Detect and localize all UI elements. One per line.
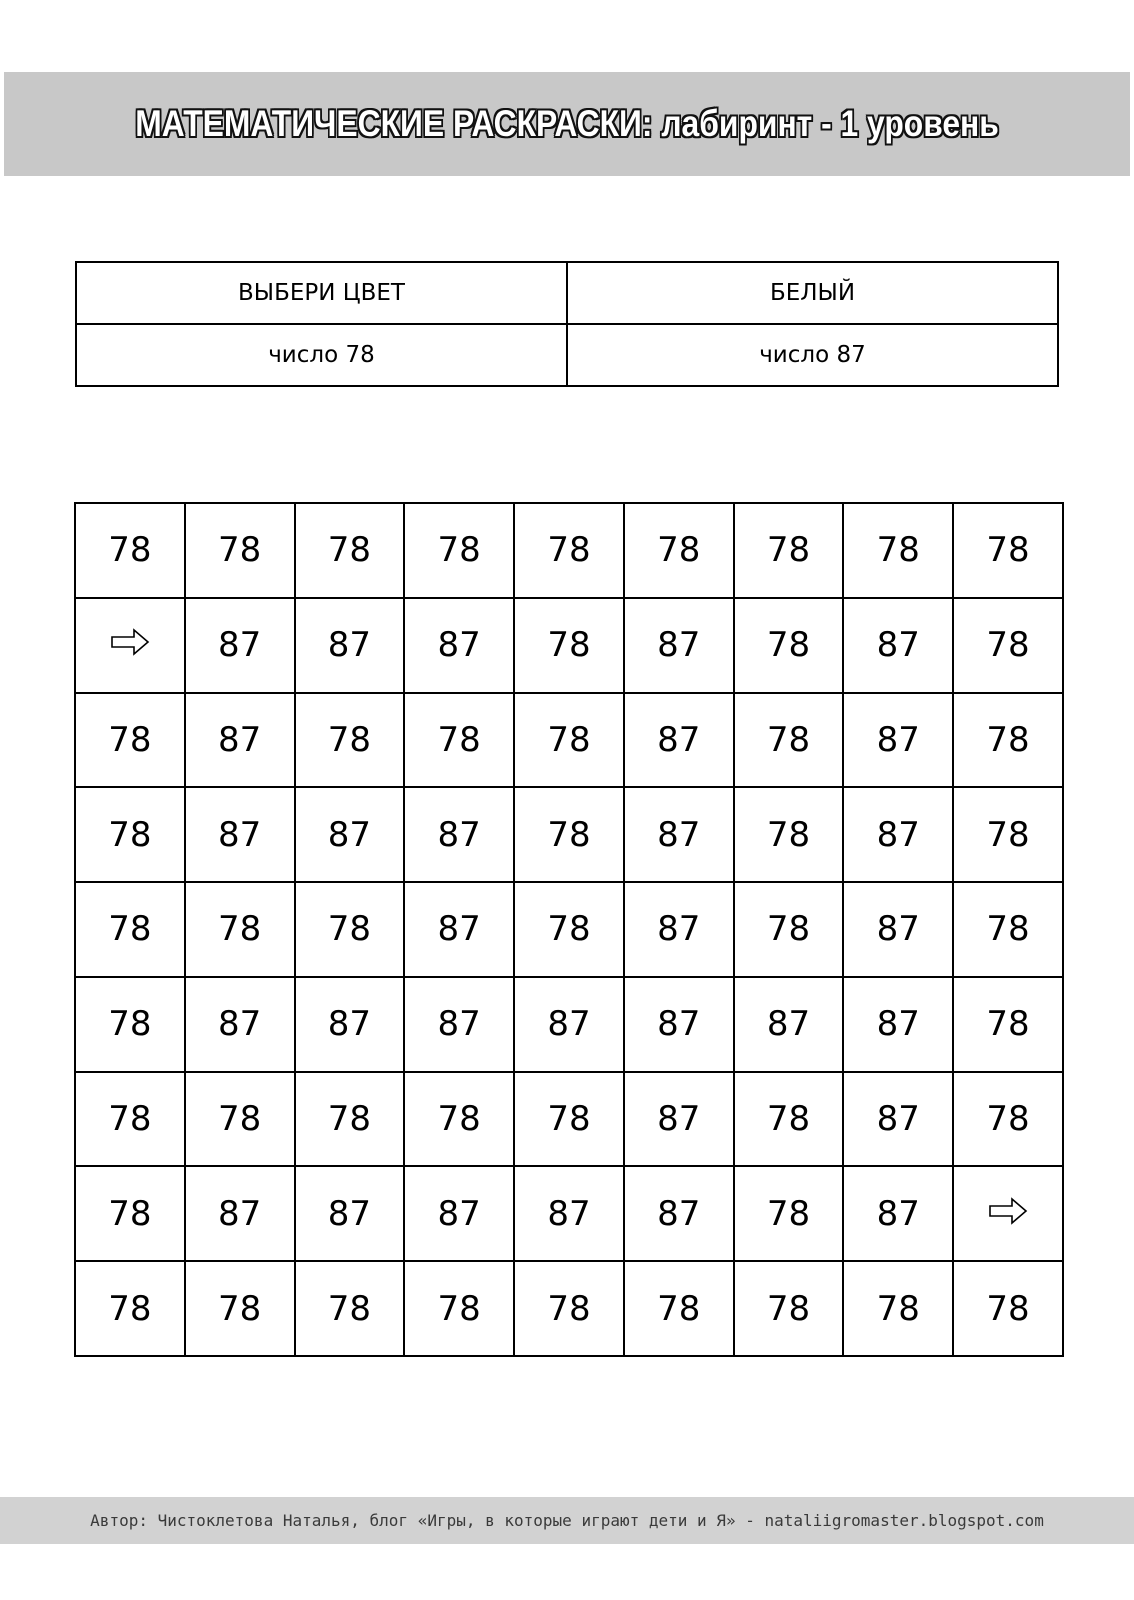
maze-cell[interactable]: 78 (734, 1261, 844, 1356)
maze-cell[interactable]: 87 (843, 977, 953, 1072)
maze-cell[interactable]: 78 (75, 977, 185, 1072)
maze-cell[interactable]: 78 (953, 1261, 1063, 1356)
maze-cell[interactable]: 78 (514, 882, 624, 977)
maze-cell[interactable]: 87 (624, 1072, 734, 1167)
maze-cell[interactable]: 87 (295, 977, 405, 1072)
maze-cell[interactable]: 78 (295, 1072, 405, 1167)
maze-row (75, 977, 1063, 1072)
maze-cell[interactable]: 78 (404, 1261, 514, 1356)
maze-cell[interactable]: 78 (75, 787, 185, 882)
maze-cell[interactable]: 87 (514, 977, 624, 1072)
maze-row (75, 787, 1063, 882)
maze-cell-arrow[interactable] (75, 598, 185, 693)
maze-cell[interactable]: 78 (75, 1261, 185, 1356)
maze-cell[interactable]: 87 (624, 882, 734, 977)
legend-value-row (76, 324, 1058, 386)
maze-cell[interactable]: 87 (843, 598, 953, 693)
maze-cell[interactable]: 87 (404, 882, 514, 977)
page-title: МАТЕМАТИЧЕСКИЕ РАСКРАСКИ: лабиринт - 1 уровень (135, 103, 999, 144)
maze-cell[interactable]: 78 (75, 1072, 185, 1167)
maze-cell[interactable]: 78 (404, 693, 514, 788)
maze-row (75, 1166, 1063, 1261)
maze-cell[interactable]: 78 (953, 693, 1063, 788)
maze-cell[interactable]: 78 (75, 1166, 185, 1261)
legend-header-row (76, 262, 1058, 324)
maze-cell[interactable]: 78 (514, 787, 624, 882)
footer-bar (0, 1497, 1134, 1544)
maze-row (75, 693, 1063, 788)
maze-cell[interactable]: 78 (953, 882, 1063, 977)
maze-cell[interactable]: 87 (404, 977, 514, 1072)
maze-cell[interactable]: 78 (624, 1261, 734, 1356)
maze-cell[interactable]: 87 (295, 1166, 405, 1261)
maze-cell[interactable]: 87 (185, 1166, 295, 1261)
maze-cell[interactable]: 78 (404, 503, 514, 598)
maze-cell[interactable]: 87 (624, 598, 734, 693)
legend-value-left: число 78 (76, 324, 567, 386)
maze-cell[interactable]: 87 (843, 1166, 953, 1261)
maze-cell[interactable]: 78 (734, 503, 844, 598)
maze-cell[interactable]: 78 (953, 977, 1063, 1072)
maze-cell[interactable]: 78 (514, 598, 624, 693)
maze-cell[interactable]: 78 (734, 693, 844, 788)
maze-cell[interactable]: 78 (185, 882, 295, 977)
maze-cell[interactable]: 78 (843, 503, 953, 598)
maze-cell[interactable]: 78 (185, 1072, 295, 1167)
maze-cell[interactable]: 87 (843, 787, 953, 882)
maze-cell[interactable]: 87 (624, 977, 734, 1072)
maze-cell[interactable]: 78 (295, 1261, 405, 1356)
maze-cell[interactable]: 87 (734, 977, 844, 1072)
maze-row (75, 1072, 1063, 1167)
arrow-right-icon (988, 1194, 1028, 1222)
maze-cell[interactable]: 87 (514, 1166, 624, 1261)
maze-cell[interactable]: 87 (185, 598, 295, 693)
title-bar (4, 72, 1130, 176)
maze-cell[interactable]: 87 (404, 787, 514, 882)
maze-row (75, 1261, 1063, 1356)
maze-cell[interactable]: 78 (734, 882, 844, 977)
maze-cell[interactable]: 78 (404, 1072, 514, 1167)
maze-row (75, 882, 1063, 977)
maze-cell[interactable]: 78 (953, 1072, 1063, 1167)
maze-cell[interactable]: 87 (295, 787, 405, 882)
legend-value-right: число 87 (567, 324, 1058, 386)
maze-cell[interactable]: 87 (404, 1166, 514, 1261)
arrow-right-icon (110, 625, 150, 653)
maze-row (75, 598, 1063, 693)
maze-cell[interactable]: 78 (734, 1072, 844, 1167)
footer-credit: Автор: Чистоклетова Наталья, блог «Игры, в которые играют дети и Я» - nataliigromaster.blogspot.com (90, 1511, 1044, 1530)
maze-cell[interactable]: 78 (295, 503, 405, 598)
legend-header-right: БЕЛЫЙ (567, 262, 1058, 324)
maze-cell[interactable]: 87 (624, 1166, 734, 1261)
color-legend-table (75, 261, 1059, 387)
maze-cell[interactable]: 87 (843, 693, 953, 788)
maze-cell[interactable]: 78 (734, 598, 844, 693)
maze-cell[interactable]: 78 (734, 1166, 844, 1261)
maze-cell[interactable]: 78 (185, 1261, 295, 1356)
maze-cell[interactable]: 87 (843, 882, 953, 977)
maze-cell[interactable]: 78 (953, 598, 1063, 693)
maze-cell[interactable]: 87 (404, 598, 514, 693)
maze-cell[interactable]: 78 (624, 503, 734, 598)
maze-cell[interactable]: 87 (295, 598, 405, 693)
maze-cell[interactable]: 78 (514, 503, 624, 598)
maze-cell[interactable]: 78 (295, 693, 405, 788)
maze-cell-arrow[interactable] (953, 1166, 1063, 1261)
maze-cell[interactable]: 78 (514, 1261, 624, 1356)
maze-cell[interactable]: 78 (843, 1261, 953, 1356)
maze-cell[interactable]: 78 (75, 693, 185, 788)
maze-grid (74, 502, 1064, 1357)
maze-cell[interactable]: 78 (734, 787, 844, 882)
maze-cell[interactable]: 87 (185, 693, 295, 788)
legend-header-left: ВЫБЕРИ ЦВЕТ (76, 262, 567, 324)
maze-cell[interactable]: 87 (185, 977, 295, 1072)
maze-cell[interactable]: 78 (514, 693, 624, 788)
maze-cell[interactable]: 87 (624, 693, 734, 788)
maze-cell[interactable]: 87 (843, 1072, 953, 1167)
maze-cell[interactable]: 78 (75, 503, 185, 598)
maze-cell[interactable]: 78 (514, 1072, 624, 1167)
maze-row (75, 503, 1063, 598)
maze-cell[interactable]: 78 (75, 882, 185, 977)
maze-cell[interactable]: 87 (185, 787, 295, 882)
maze-cell[interactable]: 78 (953, 787, 1063, 882)
maze-cell[interactable]: 78 (953, 503, 1063, 598)
maze-cell[interactable]: 87 (624, 787, 734, 882)
maze-cell[interactable]: 78 (185, 503, 295, 598)
maze-cell[interactable]: 78 (295, 882, 405, 977)
